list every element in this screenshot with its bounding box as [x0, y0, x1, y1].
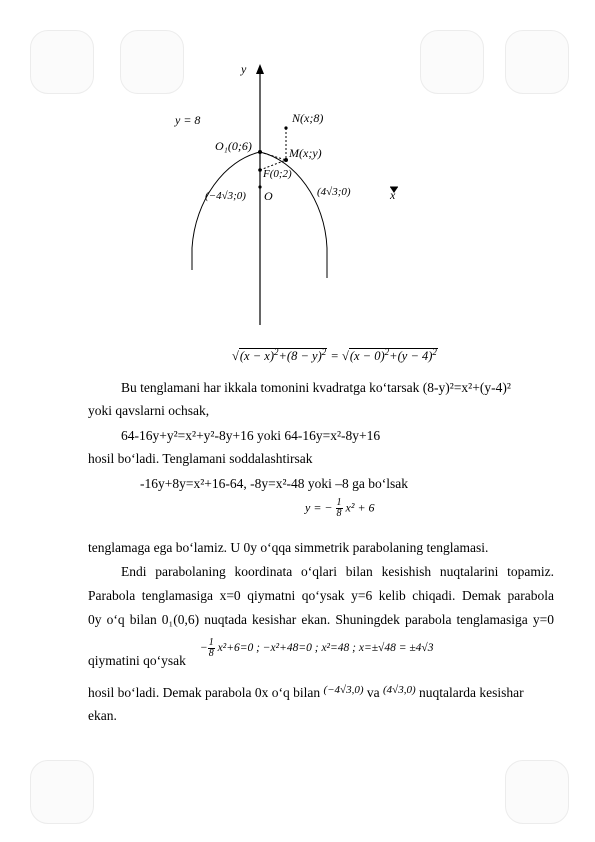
- point-n: [284, 126, 287, 129]
- para1-line1: Bu tenglamani har ikkala tomonini kvadratga ko‘tarsak (8-y)²=x²+(y-4)²: [121, 380, 511, 395]
- eq3-fraction: [336, 498, 343, 519]
- para3-pre: hosil bo‘ladi. Demak parabola 0x o‘q bilan: [88, 685, 321, 700]
- point-f-label: F(0;2): [263, 168, 292, 180]
- point-origin: [258, 185, 261, 188]
- eq1-rhs-inner1: x − 0: [354, 349, 381, 364]
- point-o1-label: O₁(0;6): [215, 139, 252, 153]
- equation2-line: -16y+8y=x²+16-64, -8y=x²-48 yoki –8 ga bo‘lsak: [140, 476, 409, 491]
- para2-line4-equation: [200, 638, 433, 659]
- x-axis-label: x: [390, 188, 396, 202]
- right-intercept-label: (4√3;0): [317, 186, 351, 198]
- equation-parabola: [305, 498, 375, 519]
- para2-line4-text: qiymatini qo‘ysak: [88, 653, 186, 668]
- para3-point2: (4√3,0): [383, 684, 416, 696]
- eq1-lhs-inner2: 8 − y: [291, 349, 318, 364]
- eq1-equals: =: [330, 349, 339, 364]
- watermark-tile: [505, 760, 569, 824]
- eq1-rhs-inner2: y − 4: [401, 349, 429, 364]
- parabola-line: tenglamaga ega bo‘lamiz. U 0y o‘qqa simmetrik parabolaning tenglamasi.: [88, 540, 489, 555]
- equation-distance: $√(x - x)^2+(8 - y)^2 = √(x - 0)^2+(y - 4)^2$: [232, 347, 437, 364]
- para2-line1: Endi parabolaning koordinata o‘qlari bilan kesishish nuqtalarini topamiz.: [121, 564, 554, 579]
- eq3-den: 8: [336, 508, 342, 519]
- dashed-segment: [260, 152, 286, 160]
- point-m-label: M(x;y): [289, 146, 322, 160]
- point-f: [258, 168, 262, 172]
- para2-line2: Parabola tenglamasiga x=0 qiymatni qo‘ysak y=6 kelib chiqadi. Demak parabola: [88, 588, 554, 603]
- l4-fraction: [208, 638, 215, 659]
- eq3-num: 1: [336, 497, 342, 508]
- expand-line: 64-16y+y²=x²+y²-8y+16 yoki 64-16y=x²-8y+16: [121, 428, 381, 443]
- watermark-tile: [30, 760, 94, 824]
- para1-line2: yoki qavslarni ochsak,: [88, 403, 210, 418]
- parabola-figure: [0, 55, 595, 335]
- point-m: [284, 158, 288, 162]
- y-axis-label: y: [241, 62, 247, 76]
- l4-eq: x²+6=0 ; −x²+48=0 ; x²=48 ; x=±√48 = ±4√3: [217, 642, 434, 655]
- left-intercept-label: (−4√3;0): [205, 190, 246, 202]
- eq3-lhs: y = −: [305, 500, 333, 515]
- para3-post: nuqtalarda kesishar: [419, 685, 524, 700]
- para3-point1: (−4√3,0): [323, 684, 364, 696]
- origin-label: O: [264, 189, 273, 203]
- y-axis-arrow: [256, 64, 264, 74]
- para3-line2: ekan.: [88, 708, 117, 723]
- line-y8-label: y = 8: [175, 113, 201, 127]
- eq1-lhs-inner1: x − x: [244, 349, 270, 364]
- simplify-line: hosil bo‘ladi. Tenglamani soddalashtirsak: [88, 451, 313, 466]
- para2-line3: 0y o‘q bilan 0₁(0,6) nuqtada kesishar ekan. Shuningdek parabola tenglamasiga y=0: [88, 612, 554, 627]
- l4-minus: −: [200, 642, 208, 655]
- point-n-label: N(x;8): [292, 111, 324, 125]
- para3-mid: va: [366, 685, 380, 700]
- l4-den: 8: [208, 648, 214, 659]
- l4-num: 1: [208, 637, 214, 648]
- point-o1: [258, 150, 262, 154]
- eq3-rhs: x² + 6: [345, 500, 375, 515]
- para3-line1: [88, 684, 524, 701]
